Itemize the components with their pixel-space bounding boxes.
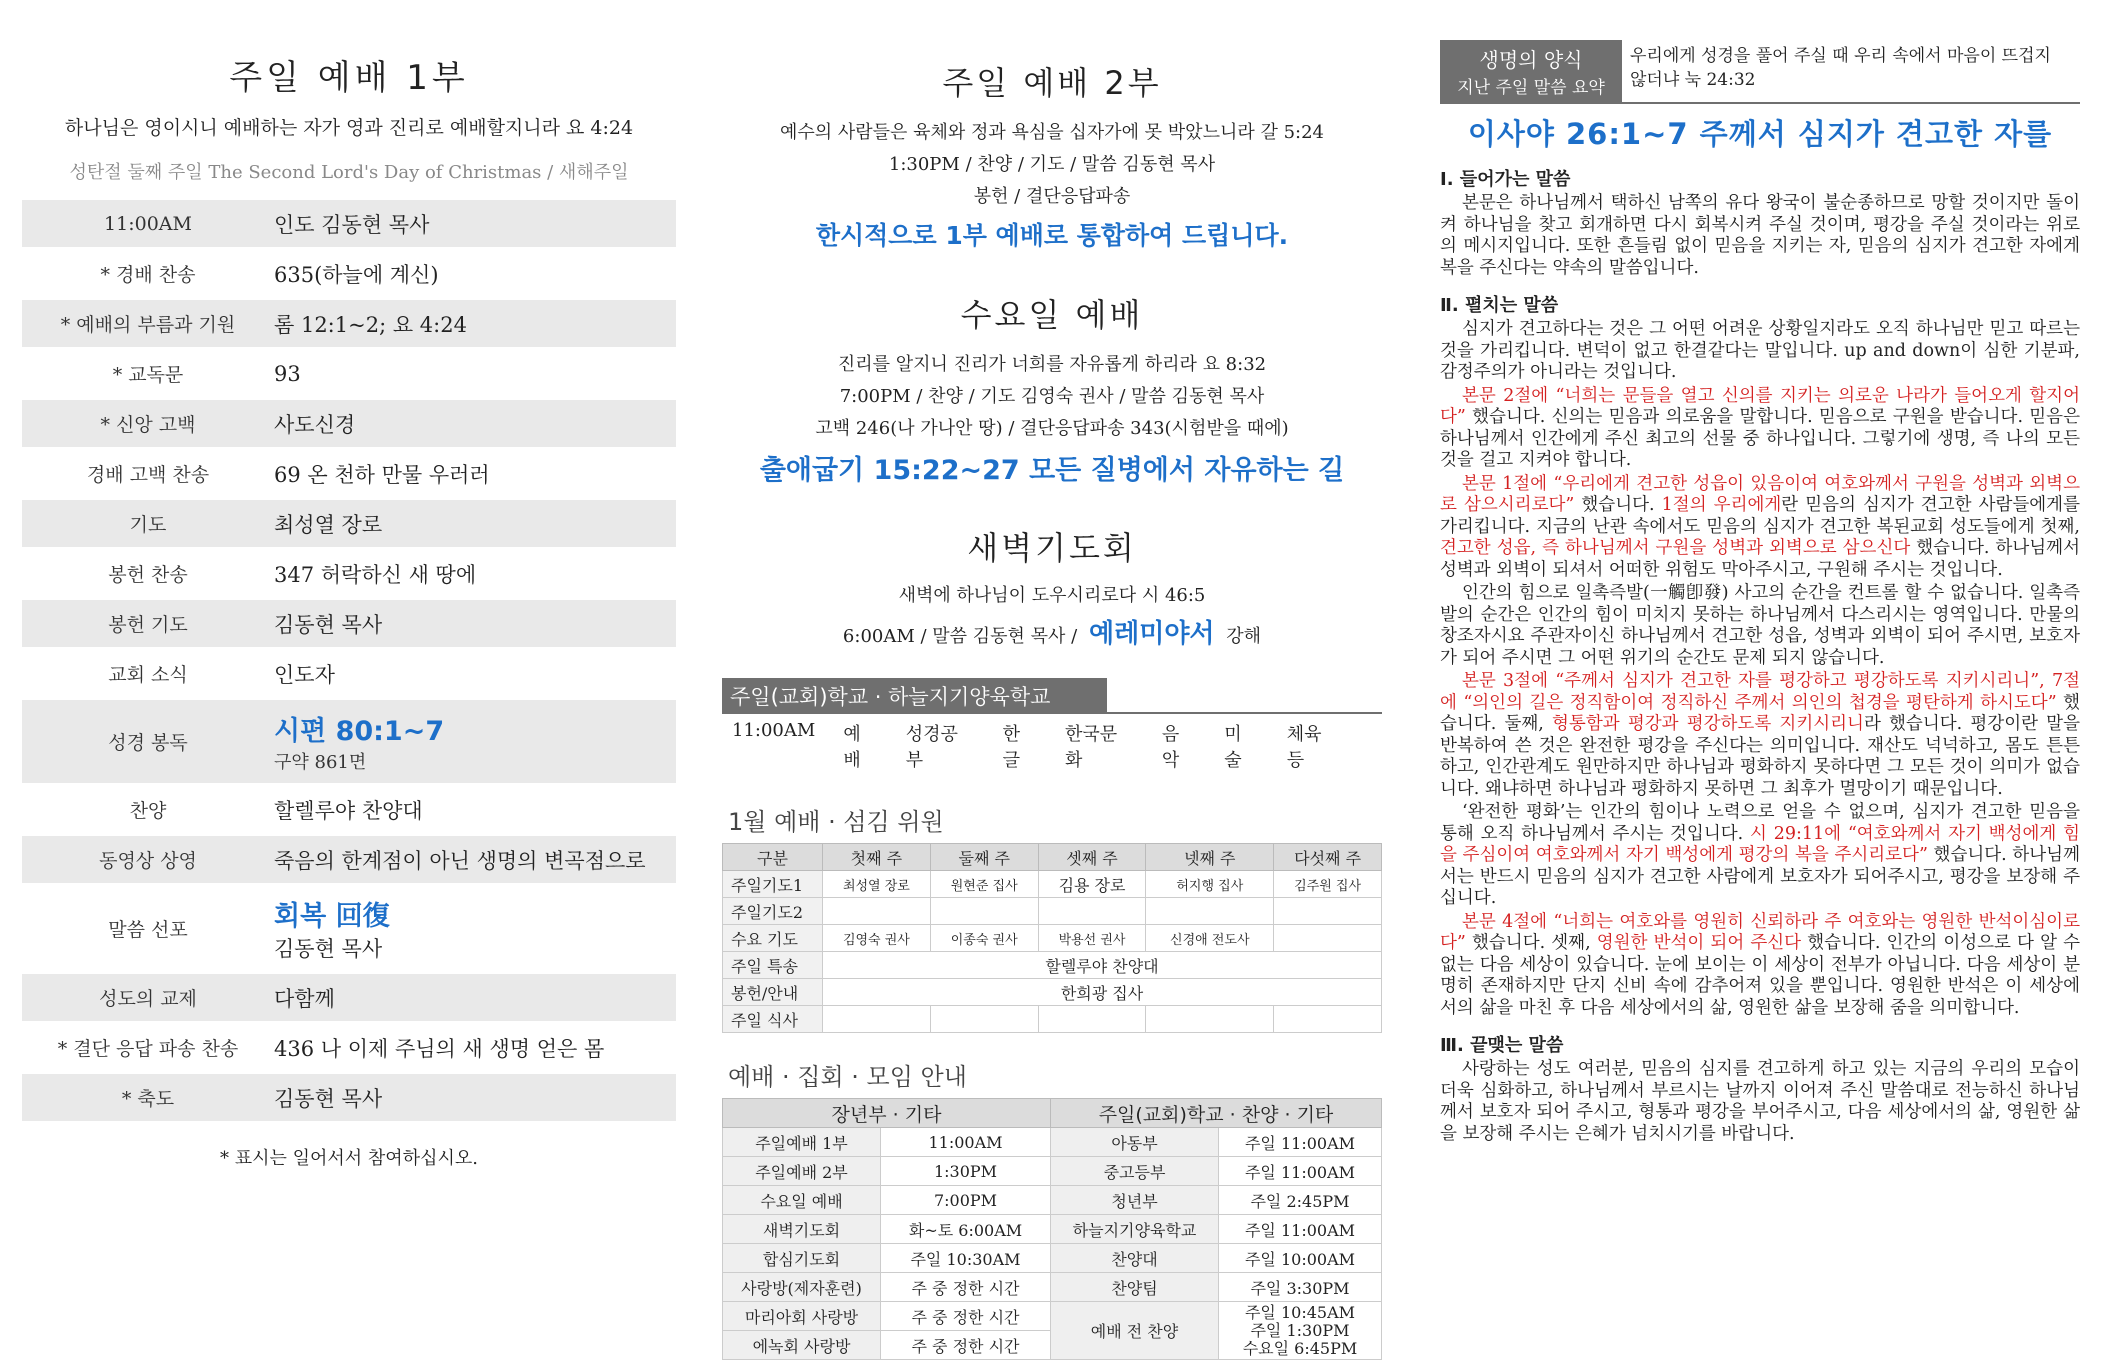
school-item: 음악: [1161, 724, 1180, 771]
order-row: [22, 1074, 676, 1124]
order-label: * 경배 찬송: [100, 264, 196, 286]
guide-left-header: 장년부 · 기타: [723, 1099, 1051, 1128]
guide-left-label: 주일예배 1부: [723, 1128, 881, 1157]
wednesday-line1: 7:00PM / 찬양 / 기도 김영숙 권사 / 말씀 김동현 목사: [839, 386, 1265, 407]
order-label: * 결단 응답 파송 찬송: [57, 1038, 239, 1060]
guide-right-time-multi: [1219, 1302, 1382, 1360]
duty-header: 첫째 주: [823, 844, 931, 871]
wednesday-line2: 고백 246(나 가나안 땅) / 결단응답파송 343(시험받을 때에): [815, 418, 1289, 439]
duty-cell: [1274, 1006, 1382, 1033]
school-items: [722, 714, 1382, 778]
duty-cell: [1146, 898, 1274, 925]
guide-left-label: 에녹회 사랑방: [723, 1331, 881, 1360]
guide-right-time: 주일 11:00AM: [1219, 1128, 1382, 1157]
guide-left-label: 주일예배 2부: [723, 1157, 881, 1186]
school-item: 한글: [1002, 724, 1020, 771]
standing-note: * 표시는 일어서서 참여하십시오.: [220, 1148, 478, 1169]
order-row: [22, 350, 676, 400]
guide-left-time: 주 중 정한 시간: [881, 1331, 1051, 1360]
order-label: 성경 봉독: [108, 732, 188, 754]
guide-right-label: 하늘지기양육학교: [1051, 1215, 1219, 1244]
quote-text: 본문 2절에 “너희는 문들을 열고 신의를 지키는 의로운 나라가 들어오게 할지어다”: [1440, 385, 2080, 427]
guide-header-row: [723, 1099, 1382, 1128]
duty-row-label: 주일기도2: [723, 898, 823, 925]
guide-left-time: 주 중 정한 시간: [881, 1302, 1051, 1331]
duty-cell: 김용 장로: [1038, 871, 1146, 898]
duty-row: [723, 871, 1382, 898]
section2-heading: Ⅱ. 펼치는 말씀: [1440, 295, 1559, 316]
guide-left-time: 주 중 정한 시간: [881, 1273, 1051, 1302]
guide-row: [723, 1273, 1382, 1302]
duty-row: [723, 1006, 1382, 1033]
guide-time-line: 수요일 6:45PM: [1242, 1338, 1358, 1358]
sermon-header-verse: 우리에게 성경을 풀어 주실 때 우리 속에서 마음이 뜨겁지 않더냐 눅 24:32: [1630, 46, 2051, 90]
duty-row: [723, 952, 1382, 979]
dawn-line: [722, 613, 1382, 650]
sermon-summary-section: [1440, 40, 2080, 1145]
guide-right-time: 주일 11:00AM: [1219, 1157, 1382, 1186]
guide-left-time: 1:30PM: [881, 1157, 1051, 1186]
order-row: [22, 550, 676, 600]
order-value: 김동현 목사: [274, 1086, 383, 1111]
order-value: 93: [274, 361, 301, 386]
duty-cell: [1274, 898, 1382, 925]
guide-right-label: 청년부: [1051, 1186, 1219, 1215]
order-row: [22, 836, 676, 886]
body-text: 했습니다. 둘째,: [1440, 692, 2081, 734]
order-label: 교회 소식: [108, 664, 188, 686]
body-text: 했습니다. 하나님께서 성벽과 외벽이 되셔서 어떠한 위험도 막아주시고, 구원해 주시는 것입니다.: [1440, 538, 2080, 580]
duty-row-label: 주일 식사: [723, 1006, 823, 1033]
order-row: [22, 650, 676, 700]
body-text: 했습니다. 하나님께서는 반드시 믿음의 심지가 견고한 사람에게 보호자가 되어주시고, 평강을 보장해 주십니다.: [1440, 845, 2080, 908]
section2-paragraph-5: [1440, 671, 2080, 800]
duty-span-cell: 할렐루야 찬양대: [823, 952, 1382, 979]
school-item: 성경공부: [905, 724, 958, 771]
section1-paragraph: 본문은 하나님께서 택하신 남쪽의 유다 왕국이 불순종하므로 망할 것이지만 돌이켜 하나님을 찾고 회개하면 다시 회복시켜 주실 것이며, 평강을 주실 것이라는 위로의 메시지입니다. 또한 흔들림 없이 믿음을 지키는 자, 믿음의 심지가 견고한 자에게 복을 주신다는 약속의 말씀입니다.: [1440, 193, 2080, 278]
order-row: [22, 250, 676, 300]
guide-left-time: 주일 10:30AM: [881, 1244, 1051, 1273]
order-highlight: 회복 回復: [274, 901, 390, 932]
dawn-verse: 새벽에 하나님이 도우시리로다 시 46:5: [898, 585, 1206, 606]
duty-table: [722, 843, 1382, 1033]
order-label: 기도: [129, 514, 167, 536]
duty-row: [723, 898, 1382, 925]
body-text: 란 믿음의 심지가 견고한 사람들에게를 가리킵니다. 지금의 난관 속에서도 믿음의 심지가 견고한 복된교회 성도들에게 첫째,: [1440, 495, 2080, 537]
order-row: [22, 700, 676, 786]
order-value: 사도신경: [274, 412, 356, 437]
order-label: 경배 고백 찬송: [86, 464, 210, 486]
order-row: [22, 450, 676, 500]
guide-row: [723, 1215, 1382, 1244]
body-text: ‘완전한 평화’는 인간의 힘이나 노력으로 얻을 수 없으며, 심지가 견고한 믿음을 통해 오직 하나님께서 주시는 것입니다.: [1440, 802, 2080, 844]
duty-cell: [930, 1006, 1038, 1033]
guide-table: [722, 1098, 1382, 1360]
sermon-box-title: 생명의 양식: [1479, 48, 1583, 72]
school-title: 주일(교회)학교 · 하늘지기양육학교: [722, 678, 1107, 714]
section2-paragraph-3: [1440, 474, 2080, 582]
body-text: 라 했습니다. 평강이란 말을 반복하여 쓴 것은 완전한 평강을 주신다는 의미입니다. 재산도 넉넉하고, 몸도 튼튼하고, 인간관계도 원만하지만 하나님과 평화하지 못하다면 그 모든 것이 의미가 없습니다. 왜냐하면 하나님과 평화하지 못하면 그 최후가 멸망이기 때문입니다.: [1440, 714, 2080, 799]
worship1-title: 주일 예배 1부: [229, 58, 469, 98]
order-sub: 김동현 목사: [274, 937, 383, 961]
order-sub: 구약 861면: [274, 752, 367, 773]
guide-row: [723, 1157, 1382, 1186]
duty-cell: [1274, 925, 1382, 952]
worship2-line1: 1:30PM / 찬양 / 기도 / 말씀 김동현 목사: [888, 154, 1216, 175]
sermon-header: [1440, 40, 2080, 104]
order-label: 봉헌 기도: [108, 614, 188, 636]
guide-time-line: 주일 1:30PM: [1250, 1320, 1350, 1340]
wednesday-title: 수요일 예배: [960, 296, 1144, 334]
schedule-section: [722, 58, 1382, 1360]
duty-row: [723, 925, 1382, 952]
order-value: 롬 12:1~2; 요 4:24: [274, 312, 467, 337]
duty-cell: 김주원 집사: [1274, 871, 1382, 898]
order-row: [22, 886, 676, 974]
duty-span-cell: 한희광 집사: [823, 979, 1382, 1006]
order-value: 김동현 목사: [274, 612, 383, 637]
order-row: [22, 974, 676, 1024]
guide-right-label: 중고등부: [1051, 1157, 1219, 1186]
worship1-section: [22, 50, 676, 1170]
duty-header: 다섯째 주: [1274, 844, 1382, 871]
order-value: [274, 709, 676, 774]
worship1-season: 성탄절 둘째 주일 The Second Lord's Day of Christmas / 새해주일: [69, 162, 629, 183]
section2-paragraph-6: [1440, 802, 2080, 910]
section3-heading: Ⅲ. 끝맺는 말씀: [1440, 1035, 1564, 1056]
body-text: 했습니다.: [1574, 495, 1662, 515]
order-label: 봉헌 찬송: [108, 564, 188, 586]
section2-paragraph-1: 심지가 견고하다는 것은 그 어떤 어려운 상황일지라도 오직 하나님만 믿고 따르는 것을 가리킵니다. 변덕이 없고 한결같다는 말입니다. up and down이 심한 기분파, 감정주의가 아니라는 것입니다.: [1440, 319, 2080, 382]
order-label: * 신앙 고백: [100, 414, 196, 436]
duty-row-label: 수요 기도: [723, 925, 823, 952]
quote-text: 시 29:11에 “여호와께서 자기 백성에게 힘을 주심이여 여호와께서 자기 백성에게 평강의 복을 주시리로다”: [1440, 823, 2080, 865]
duty-cell: [1038, 898, 1146, 925]
quote-text: 1절의 우리에게: [1661, 495, 1782, 515]
quote-text: 본문 4절에 “너희는 여호와를 영원히 신뢰하라 주 여호와는 영원한 반석이심이로다”: [1440, 911, 2080, 953]
guide-title: 예배 · 집회 · 모임 안내: [728, 1063, 967, 1091]
duty-cell: [1038, 1006, 1146, 1033]
duty-cell: 원현준 집사: [930, 871, 1038, 898]
duty-cell: 김영숙 권사: [823, 925, 931, 952]
section2-paragraph-4: 인간의 힘으로 일촉즉발(一觸卽發) 사고의 순간을 컨트롤 할 수 없습니다. 일촉즉발의 순간은 인간의 힘이 미치지 못하는 하나님께서 다스리시는 영역입니다. 만물의 창조자시요 주관자이신 하나님께서 견고한 성읍, 성벽과 외벽이 되어 주시면, 보호자가 되어 주시면 그 어떤 위기의 순간도 문제 되지 않습니다.: [1440, 583, 2080, 668]
guide-left-time: 7:00PM: [881, 1186, 1051, 1215]
guide-left-label: 사랑방(제자훈련): [723, 1273, 881, 1302]
duty-cell: [930, 898, 1038, 925]
body-text: 했습니다. 셋째,: [1465, 933, 1597, 953]
order-row: [22, 500, 676, 550]
order-value: 347 허락하신 새 땅에: [274, 562, 477, 587]
guide-right-label: 찬양대: [1051, 1244, 1219, 1273]
order-label: 동영상 상영: [99, 850, 197, 872]
duty-cell: 최성열 장로: [823, 871, 931, 898]
section2-paragraph-7: [1440, 912, 2080, 1020]
order-row: [22, 400, 676, 450]
duty-header-row: [723, 844, 1382, 871]
school-item: 한국문화: [1065, 724, 1118, 771]
duty-cell: [823, 898, 931, 925]
guide-right-time: 주일 2:45PM: [1219, 1186, 1382, 1215]
order-label: 찬양: [129, 800, 167, 822]
order-highlight: 시편 80:1~7: [274, 716, 445, 747]
guide-left-label: 새벽기도회: [723, 1215, 881, 1244]
school-item: 체육 등: [1286, 724, 1322, 771]
duty-row-label: 주일 특송: [723, 952, 823, 979]
order-row: [22, 1024, 676, 1074]
wednesday-sermon: 출애굽기 15:22~27 모든 질병에서 자유하는 길: [759, 455, 1345, 486]
section3-paragraph: 사랑하는 성도 여러분, 믿음의 심지를 견고하게 하고 있는 지금의 우리의 모습이 더욱 심화하고, 하나님께서 부르시는 날까지 이어져 주신 말씀대로 전능하신 하나님께서 보호자 되어 주시고, 형통과 평강을 부어주시고, 다음 세상에서의 삶, 영원한 삶을 보장해 주시는 은혜가 넘치시기를 바랍니다.: [1440, 1059, 2080, 1144]
order-value: 죽음의 한계점이 아닌 생명의 변곡점으로: [274, 848, 646, 873]
guide-right-label: 예배 전 찬양: [1051, 1302, 1219, 1360]
worship2-title: 주일 예배 2부: [942, 64, 1162, 102]
duty-cell: 허지행 집사: [1146, 871, 1274, 898]
section1-heading: Ⅰ. 들어가는 말씀: [1440, 169, 1571, 190]
guide-left-label: 합심기도회: [723, 1244, 881, 1273]
section2-paragraph-2: [1440, 386, 2080, 472]
order-value: 436 나 이제 주님의 새 생명 얻은 몸: [274, 1036, 605, 1061]
dawn-book: 예레미야서: [1088, 619, 1215, 649]
school-item: 예배: [843, 724, 861, 771]
guide-right-time: 주일 3:30PM: [1219, 1273, 1382, 1302]
duty-cell: [1146, 1006, 1274, 1033]
worship1-verse: 하나님은 영이시니 예배하는 자가 영과 진리로 예배할지니라 요 4:24: [64, 117, 634, 139]
order-row: [22, 786, 676, 836]
guide-row: [723, 1302, 1382, 1331]
duty-cell: 박용선 권사: [1038, 925, 1146, 952]
school-item: 11:00AM: [732, 720, 816, 741]
duty-cell: [823, 1006, 931, 1033]
duty-header: 넷째 주: [1146, 844, 1274, 871]
duty-row-label: 봉헌/안내: [723, 979, 823, 1006]
wednesday-verse: 진리를 알지니 진리가 너희를 자유롭게 하리라 요 8:32: [837, 354, 1267, 375]
guide-right-time: 주일 11:00AM: [1219, 1215, 1382, 1244]
order-label: * 예배의 부름과 기원: [60, 314, 236, 336]
guide-row: [723, 1186, 1382, 1215]
body-text: 했습니다. 인간의 이성으로 다 알 수 없는 다음 세상이 있습니다. 눈에 보이는 이 세상이 전부가 아닙니다. 다음 세상이 분명히 존재하지만 단지 신비 속에 감추어져 있을 뿐입니다. 영원한 반석은 이 세상에서의 삶을 마친 후 다음 세상에서의 삶, 영원한 삶을 보장해 줌을 의미합니다.: [1440, 933, 2080, 1018]
worship2-verse: 예수의 사람들은 육체와 정과 욕심을 십자가에 못 박았느니라 갈 5:24: [779, 122, 1324, 143]
quote-text: 본문 1절에 “우리에게 견고한 성읍이 있음이여 여호와께서 구원을 성벽과 외벽으로 삼으시리로다”: [1440, 473, 2080, 515]
sermon-title: 이사야 26:1~7 주께서 심지가 견고한 자를: [1467, 117, 2053, 151]
guide-right-time: 주일 10:00AM: [1219, 1244, 1382, 1273]
order-label: 성도의 교제: [99, 988, 197, 1010]
guide-row: [723, 1128, 1382, 1157]
quote-text: 영원한 반석이 되어 주신다: [1596, 933, 1802, 953]
duty-cell: 신경애 전도사: [1146, 925, 1274, 952]
order-label: * 축도: [121, 1088, 175, 1110]
order-value: 635(하늘에 계신): [274, 262, 439, 287]
sermon-header-box: [1440, 40, 1622, 102]
duty-header: 셋째 주: [1038, 844, 1146, 871]
guide-row: [723, 1244, 1382, 1273]
guide-time-line: 주일 10:45AM: [1244, 1302, 1356, 1322]
guide-right-label: 찬양팀: [1051, 1273, 1219, 1302]
sermon-box-subtitle: 지난 주일 말씀 요약: [1457, 78, 1605, 98]
guide-right-label: 아동부: [1051, 1128, 1219, 1157]
worship2-line2: 봉헌 / 결단응답파송: [973, 186, 1131, 207]
order-label: 말씀 선포: [108, 919, 188, 941]
guide-right-header: 주일(교회)학교 · 찬양 · 기타: [1051, 1099, 1382, 1128]
duty-header: 둘째 주: [930, 844, 1038, 871]
order-value: 할렐루야 찬양대: [274, 798, 423, 823]
duty-title: 1월 예배 · 섬김 위원: [728, 808, 944, 836]
body-text: 했습니다. 신의는 믿음과 의로움을 말합니다. 믿음으로 구원을 받습니다. 믿음은 하나님께서 인간에게 주신 최고의 선물 중 하나입니다. 그렇기에 생명, 즉 나의 모든 것을 걸고 지켜야 합니다.: [1440, 407, 2080, 470]
order-row: [22, 600, 676, 650]
quote-text: 형통함과 평강과 평강하도록 지키시리니: [1552, 714, 1864, 734]
order-row: [22, 200, 676, 250]
guide-left-time: 화~토 6:00AM: [881, 1215, 1051, 1244]
guide-left-label: 수요일 예배: [723, 1186, 881, 1215]
order-label: * 교독문: [112, 364, 184, 386]
quote-text: 견고한 성읍, 즉 하나님께서 구원을 성벽과 외벽으로 삼으신다: [1440, 538, 1911, 558]
dawn-line-suffix: 강해: [1226, 626, 1262, 647]
order-value: 최성열 장로: [274, 512, 383, 537]
guide-left-label: 마리아회 사랑방: [723, 1302, 881, 1331]
quote-text: 본문 3절에 “주께서 심지가 견고한 자를 평강하고 평강하도록 지키시리니”, 7절에 “의인의 길은 정직함이여 정직하신 주께서 의인의 첩경을 평탄하게 하시도다”: [1440, 671, 2080, 713]
dawn-line-prefix: 6:00AM / 말씀 김동현 목사 /: [842, 626, 1078, 647]
duty-row: [723, 979, 1382, 1006]
order-value: [274, 894, 676, 963]
order-value: 인도 김동현 목사: [274, 212, 430, 237]
school-item: 미술: [1224, 724, 1242, 771]
duty-row-label: 주일기도1: [723, 871, 823, 898]
guide-left-time: 11:00AM: [881, 1128, 1051, 1157]
duty-header: 구분: [723, 844, 823, 871]
order-value: 인도자: [274, 662, 335, 687]
dawn-title: 새벽기도회: [967, 529, 1137, 567]
order-row: [22, 300, 676, 350]
worship2-notice: 한시적으로 1부 예배로 통합하여 드립니다.: [815, 221, 1289, 250]
order-value: 다함께: [274, 986, 335, 1011]
order-label: 11:00AM: [104, 212, 192, 235]
worship-order-list: [22, 200, 676, 1124]
order-value: 69 온 천하 만물 우러러: [274, 462, 490, 487]
duty-cell: 이종숙 권사: [930, 925, 1038, 952]
